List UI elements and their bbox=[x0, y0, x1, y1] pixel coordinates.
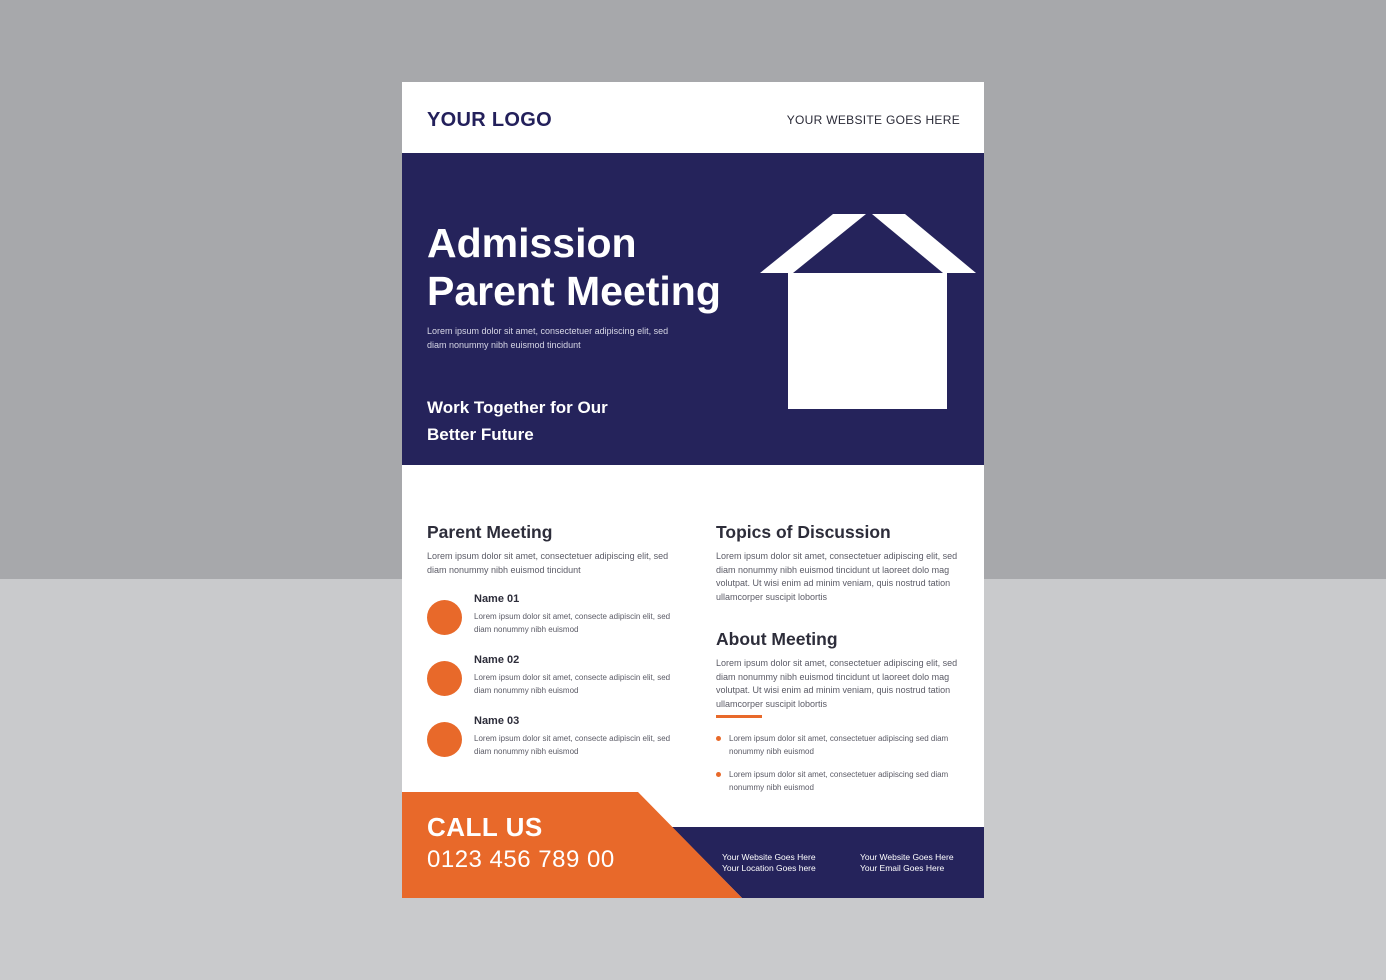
house-icon bbox=[760, 214, 978, 410]
hero-description: Lorem ipsum dolor sit amet, consectetuer adipiscing elit, sed diam nonummy nibh euismod tincidunt bbox=[427, 326, 669, 350]
person-avatar bbox=[427, 600, 462, 635]
hero-tagline-line-1: Work Together for Our bbox=[427, 398, 608, 417]
person-description: Lorem ipsum dolor sit amet, consecte adipiscin elit, sed diam nonummy nibh euismod bbox=[474, 734, 671, 756]
person-name: Name 03 bbox=[474, 715, 520, 727]
bullet-dot bbox=[716, 772, 721, 777]
topics-text: Lorem ipsum dolor sit amet, consectetuer adipiscing elit, sed diam nonummy nibh euismod tincidunt ut laoreet dolo mag volutpat. Ut wisi enim ad minim veniam, quis nostrud tation ullamcorper suscipit lobortis bbox=[716, 551, 958, 602]
person-description: Lorem ipsum dolor sit amet, consecte adipiscin elit, sed diam nonummy nibh euismod bbox=[474, 612, 671, 634]
person-description: Lorem ipsum dolor sit amet, consecte adipiscin elit, sed diam nonummy nibh euismod bbox=[474, 673, 671, 695]
about-meeting-title: About Meeting bbox=[716, 629, 838, 649]
footer-location: Your Location Goes here bbox=[722, 863, 816, 873]
footer-website[interactable]: Your Website Goes Here bbox=[722, 852, 816, 862]
person-item bbox=[427, 654, 697, 706]
person-avatar bbox=[427, 661, 462, 696]
parent-meeting-text: Lorem ipsum dolor sit amet, consectetuer adipiscing elit, sed diam nonummy nibh euismod tincidunt bbox=[427, 551, 669, 575]
logo: YOUR LOGO bbox=[427, 109, 552, 131]
footer-website-2[interactable]: Your Website Goes Here bbox=[860, 852, 954, 862]
footer-email[interactable]: Your Email Goes Here bbox=[860, 863, 945, 873]
hero-title-line-2: Parent Meeting bbox=[427, 268, 721, 314]
footer-contact-right bbox=[860, 852, 954, 874]
person-item bbox=[427, 715, 697, 767]
hero-title-line-1: Admission bbox=[427, 220, 637, 266]
header-website: YOUR WEBSITE GOES HERE bbox=[786, 113, 960, 127]
person-name: Name 02 bbox=[474, 654, 520, 666]
flyer bbox=[402, 82, 984, 898]
phone-number[interactable]: 0123 456 789 00 bbox=[427, 846, 615, 873]
divider bbox=[716, 715, 762, 718]
hero-banner bbox=[402, 153, 984, 465]
call-us-label: CALL US bbox=[427, 812, 543, 842]
person-item bbox=[427, 593, 697, 645]
bullet-text: Lorem ipsum dolor sit amet, consectetuer adipiscing sed diam nonummy nibh euismod bbox=[729, 770, 949, 792]
bullet-text: Lorem ipsum dolor sit amet, consectetuer adipiscing sed diam nonummy nibh euismod bbox=[729, 734, 949, 756]
hero-tagline-line-2: Better Future bbox=[427, 425, 534, 444]
topics-title: Topics of Discussion bbox=[716, 522, 891, 542]
about-meeting-text: Lorem ipsum dolor sit amet, consectetuer adipiscing elit, sed diam nonummy nibh euismod tincidunt ut laoreet dolo mag volutpat. Ut wisi enim ad minim veniam, quis nostrud tation ullamcorper suscipit lobortis bbox=[716, 658, 958, 709]
footer-shapes bbox=[402, 792, 984, 898]
footer-contact-left bbox=[722, 852, 816, 874]
parent-meeting-title: Parent Meeting bbox=[427, 522, 553, 542]
hero-tagline bbox=[427, 394, 608, 448]
person-avatar bbox=[427, 722, 462, 757]
person-name: Name 01 bbox=[474, 593, 520, 605]
hero-title bbox=[427, 219, 721, 315]
bullet-dot bbox=[716, 736, 721, 741]
